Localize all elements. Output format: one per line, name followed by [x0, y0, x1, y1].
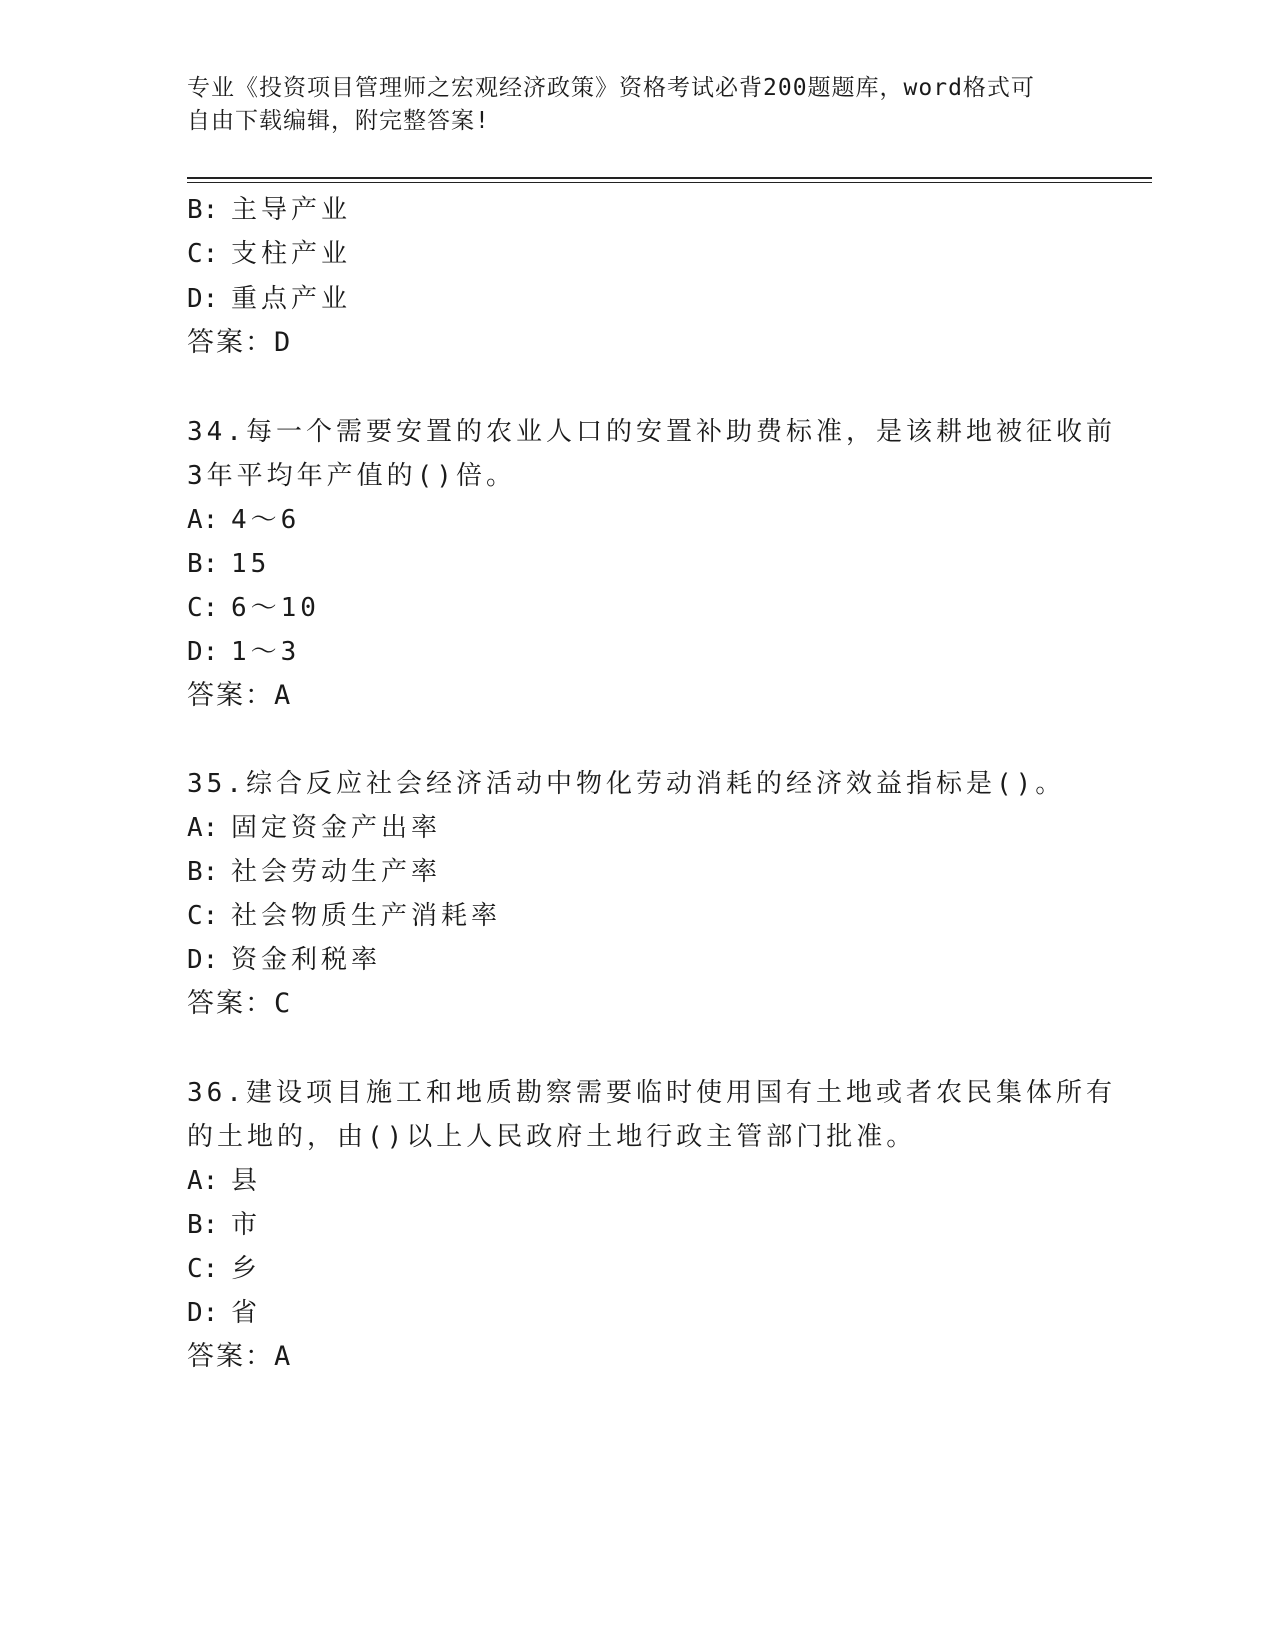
option-key: B: [187, 195, 219, 225]
option-key: C: [187, 1254, 219, 1284]
prev-option-c [187, 238, 351, 270]
option-key: A: [187, 813, 219, 843]
option-key: D: [187, 284, 219, 314]
option-text: 15 [231, 549, 271, 579]
option-text: 乡 [231, 1254, 262, 1284]
option-key: D: [187, 637, 219, 667]
answer-label: 答案： [187, 1341, 274, 1372]
question-34-option-a [187, 504, 300, 536]
answer-value: A [274, 1341, 291, 1372]
question-35-answer [187, 988, 290, 1020]
option-text: 省 [231, 1298, 262, 1328]
option-key: B: [187, 549, 219, 579]
question-34-option-d [187, 636, 300, 668]
question-36-stem-line-1: 36.建设项目施工和地质勘察需要临时使用国有土地或者农民集体所有 [187, 1078, 1116, 1108]
option-text: 固定资金产出率 [231, 813, 442, 843]
option-key: D: [187, 945, 219, 975]
option-text: 县 [231, 1166, 262, 1196]
option-key: B: [187, 1210, 219, 1240]
option-key: B: [187, 857, 219, 887]
question-35-option-d [187, 944, 381, 976]
question-36-stem-line-2: 的土地的，由()以上人民政府土地行政主管部门批准。 [187, 1122, 917, 1152]
answer-label: 答案： [187, 988, 274, 1019]
question-34-option-c [187, 592, 320, 624]
prev-option-b [187, 194, 351, 226]
answer-value: A [274, 680, 291, 711]
header-divider-thin [187, 182, 1152, 183]
header-divider-thick [187, 177, 1152, 179]
option-text: 4～6 [231, 505, 301, 535]
question-35-option-a [187, 812, 441, 844]
answer-value: C [274, 988, 291, 1019]
question-34-stem-line-1: 34.每一个需要安置的农业人口的安置补助费标准，是该耕地被征收前 [187, 417, 1116, 447]
question-36-option-a [187, 1165, 261, 1197]
option-text: 主导产业 [231, 195, 352, 225]
header-line-1: 专业《投资项目管理师之宏观经济政策》资格考试必背200题题库，word格式可 [187, 75, 1035, 101]
header-line-2: 自由下载编辑，附完整答案! [187, 108, 490, 134]
question-36-option-c [187, 1253, 261, 1285]
prev-answer [187, 327, 290, 359]
option-text: 社会劳动生产率 [231, 857, 442, 887]
answer-label: 答案： [187, 327, 274, 358]
question-35-option-c [187, 900, 501, 932]
document-header [187, 72, 1067, 138]
question-35-option-b [187, 856, 441, 888]
answer-value: D [274, 327, 291, 358]
option-text: 1～3 [231, 637, 301, 667]
option-text: 社会物质生产消耗率 [231, 901, 502, 931]
question-36-option-b [187, 1209, 261, 1241]
option-text: 支柱产业 [231, 239, 352, 269]
option-text: 市 [231, 1210, 262, 1240]
option-key: A: [187, 1166, 219, 1196]
question-36-option-d [187, 1297, 261, 1329]
answer-label: 答案： [187, 680, 274, 711]
prev-option-d [187, 283, 351, 315]
question-36-answer [187, 1341, 290, 1373]
option-text: 重点产业 [231, 284, 352, 314]
option-key: C: [187, 901, 219, 931]
question-35-stem-line-1: 35.综合反应社会经济活动中物化劳动消耗的经济效益指标是()。 [187, 769, 1066, 799]
question-34-stem-line-2: 3年平均年产值的()倍。 [187, 461, 516, 491]
question-34-answer [187, 680, 290, 712]
question-34-option-b [187, 548, 270, 580]
option-text: 6～10 [231, 593, 320, 623]
option-key: C: [187, 593, 219, 623]
option-key: D: [187, 1298, 219, 1328]
option-key: C: [187, 239, 219, 269]
option-key: A: [187, 505, 219, 535]
option-text: 资金利税率 [231, 945, 382, 975]
